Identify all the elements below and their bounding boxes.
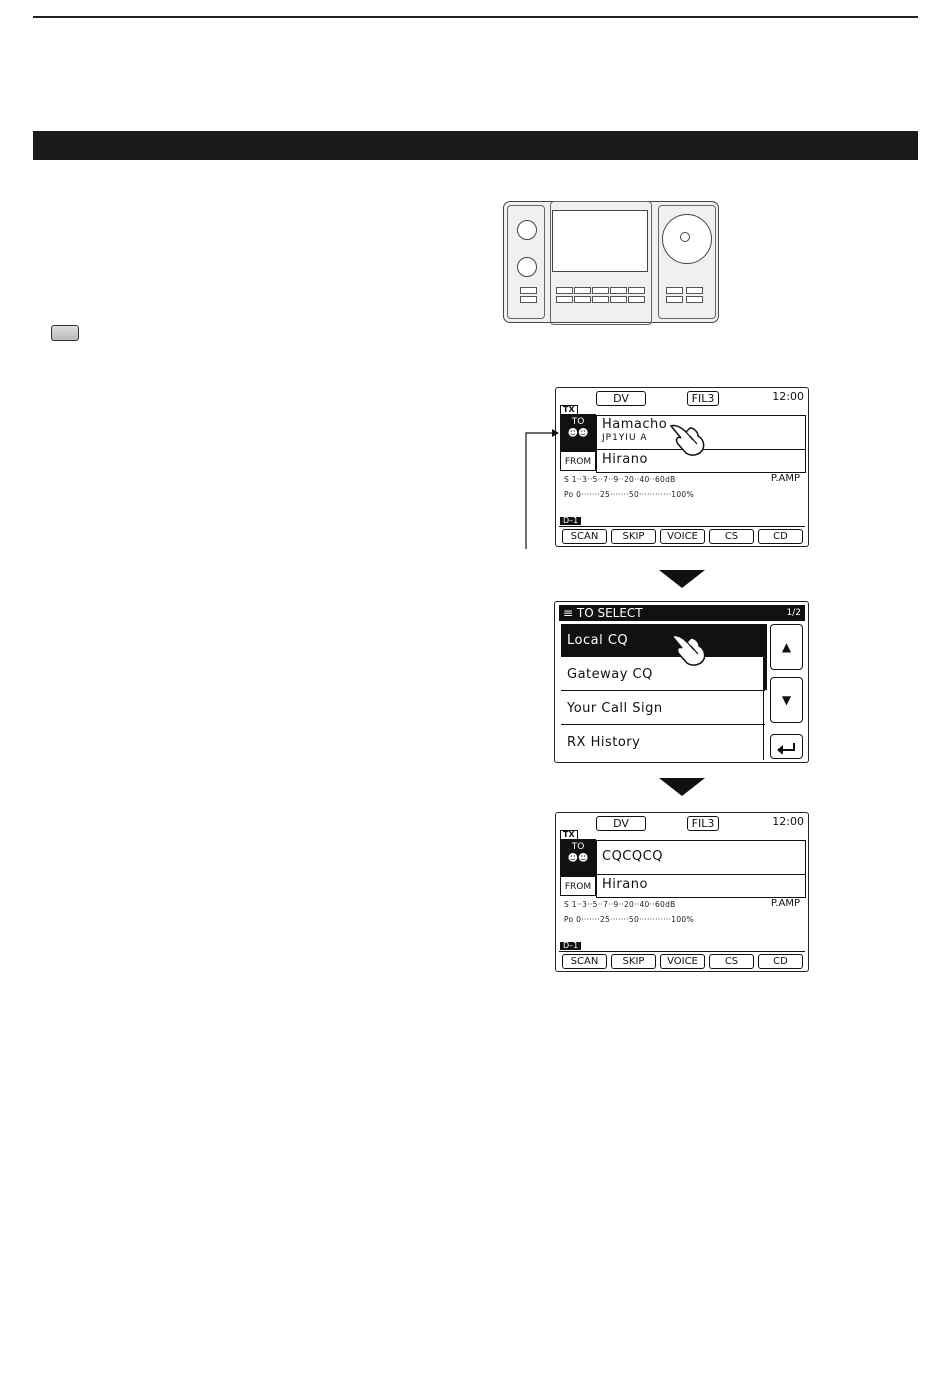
panel-button bbox=[628, 296, 645, 303]
flow-arrow-1-icon bbox=[659, 570, 705, 588]
s-meter-scale: S 1··3··5··7··9··20··40··60dB bbox=[564, 900, 676, 909]
to-button[interactable] bbox=[560, 414, 596, 451]
from-label: FROM bbox=[560, 451, 596, 471]
section-header-bar bbox=[33, 131, 918, 160]
memory-tag: D–1 bbox=[560, 942, 581, 950]
clock: 12:00 bbox=[772, 390, 804, 403]
panel-button bbox=[574, 287, 591, 294]
group-icon: ☻☻ bbox=[567, 853, 589, 864]
page-indicator: 1/2 bbox=[786, 608, 801, 618]
to-select-header bbox=[559, 605, 805, 621]
cd-key[interactable]: CD bbox=[758, 954, 803, 969]
radio-front-panel-illustration bbox=[503, 201, 719, 323]
panel-button bbox=[520, 296, 537, 303]
panel-button bbox=[686, 287, 703, 294]
hardware-key-icon bbox=[51, 325, 79, 341]
panel-button bbox=[592, 287, 609, 294]
rf-knob-icon bbox=[517, 257, 537, 277]
scrollbar[interactable] bbox=[763, 624, 768, 760]
mode-indicator: DV bbox=[596, 391, 646, 406]
tx-indicator: TX bbox=[560, 405, 578, 415]
panel-button bbox=[592, 296, 609, 303]
finger-tap-icon bbox=[668, 418, 708, 458]
po-meter-scale: Po 0·······25·······50············100% bbox=[564, 915, 694, 924]
scrollbar-thumb[interactable] bbox=[764, 624, 767, 690]
af-knob-icon bbox=[517, 220, 537, 240]
from-label: FROM bbox=[560, 876, 596, 896]
scroll-up-button[interactable]: ▲ bbox=[770, 624, 803, 670]
list-item-your-call-sign[interactable]: Your Call Sign bbox=[561, 692, 765, 725]
back-button[interactable] bbox=[770, 734, 803, 759]
panel-button bbox=[556, 287, 573, 294]
list-item-rx-history[interactable]: RX History bbox=[567, 735, 641, 750]
cd-key[interactable]: CD bbox=[758, 529, 803, 544]
to-label: TO bbox=[571, 842, 585, 852]
return-icon bbox=[776, 740, 798, 754]
panel-button bbox=[686, 296, 703, 303]
preamp-indicator: P.AMP bbox=[770, 473, 800, 484]
from-name: Hirano bbox=[602, 877, 648, 892]
panel-button bbox=[574, 296, 591, 303]
dv-screen-before bbox=[555, 387, 809, 547]
voice-key[interactable]: VOICE bbox=[660, 529, 705, 544]
memory-tag: D–1 bbox=[560, 517, 581, 525]
menu-icon: ≡ bbox=[563, 606, 577, 620]
call-divider bbox=[597, 874, 805, 875]
po-meter-scale: Po 0·······25·······50············100% bbox=[564, 490, 694, 499]
finger-tap-icon bbox=[669, 628, 709, 668]
list-item-gateway-cq[interactable]: Gateway CQ bbox=[561, 658, 765, 691]
preamp-indicator: P.AMP bbox=[770, 898, 800, 909]
callout-pointer bbox=[520, 425, 560, 550]
top-rule bbox=[33, 16, 918, 18]
to-button[interactable] bbox=[560, 839, 596, 876]
filter-indicator: FIL3 bbox=[687, 391, 719, 406]
scroll-down-button[interactable]: ▼ bbox=[770, 677, 803, 723]
dv-screen-after bbox=[555, 812, 809, 972]
to-label: TO bbox=[571, 417, 585, 427]
cs-key[interactable]: CS bbox=[709, 954, 754, 969]
to-call-sign: JP1YIU A bbox=[602, 433, 648, 443]
cs-key[interactable]: CS bbox=[709, 529, 754, 544]
dial-dimple-icon bbox=[680, 232, 690, 242]
list-item-local-cq[interactable]: Local CQ bbox=[561, 624, 765, 657]
scan-key[interactable]: SCAN bbox=[562, 529, 607, 544]
skip-key[interactable]: SKIP bbox=[611, 954, 656, 969]
to-name: Hamacho bbox=[602, 417, 668, 432]
panel-button bbox=[666, 287, 683, 294]
filter-indicator: FIL3 bbox=[687, 816, 719, 831]
function-key-divider bbox=[559, 526, 805, 527]
panel-button bbox=[610, 296, 627, 303]
s-meter-scale: S 1··3··5··7··9··20··40··60dB bbox=[564, 475, 676, 484]
mode-indicator: DV bbox=[596, 816, 646, 831]
group-icon: ☻☻ bbox=[567, 428, 589, 439]
scan-key[interactable]: SCAN bbox=[562, 954, 607, 969]
tx-indicator: TX bbox=[560, 830, 578, 840]
function-key-divider bbox=[559, 951, 805, 952]
voice-key[interactable]: VOICE bbox=[660, 954, 705, 969]
from-name: Hirano bbox=[602, 452, 648, 467]
to-select-title: TO SELECT bbox=[576, 606, 643, 620]
radio-display bbox=[552, 210, 648, 272]
panel-button bbox=[628, 287, 645, 294]
panel-button bbox=[610, 287, 627, 294]
panel-button bbox=[666, 296, 683, 303]
to-name: CQCQCQ bbox=[602, 849, 663, 864]
panel-button bbox=[520, 287, 537, 294]
clock: 12:00 bbox=[772, 815, 804, 828]
flow-arrow-2-icon bbox=[659, 778, 705, 796]
skip-key[interactable]: SKIP bbox=[611, 529, 656, 544]
panel-button bbox=[556, 296, 573, 303]
to-select-screen bbox=[554, 601, 809, 763]
